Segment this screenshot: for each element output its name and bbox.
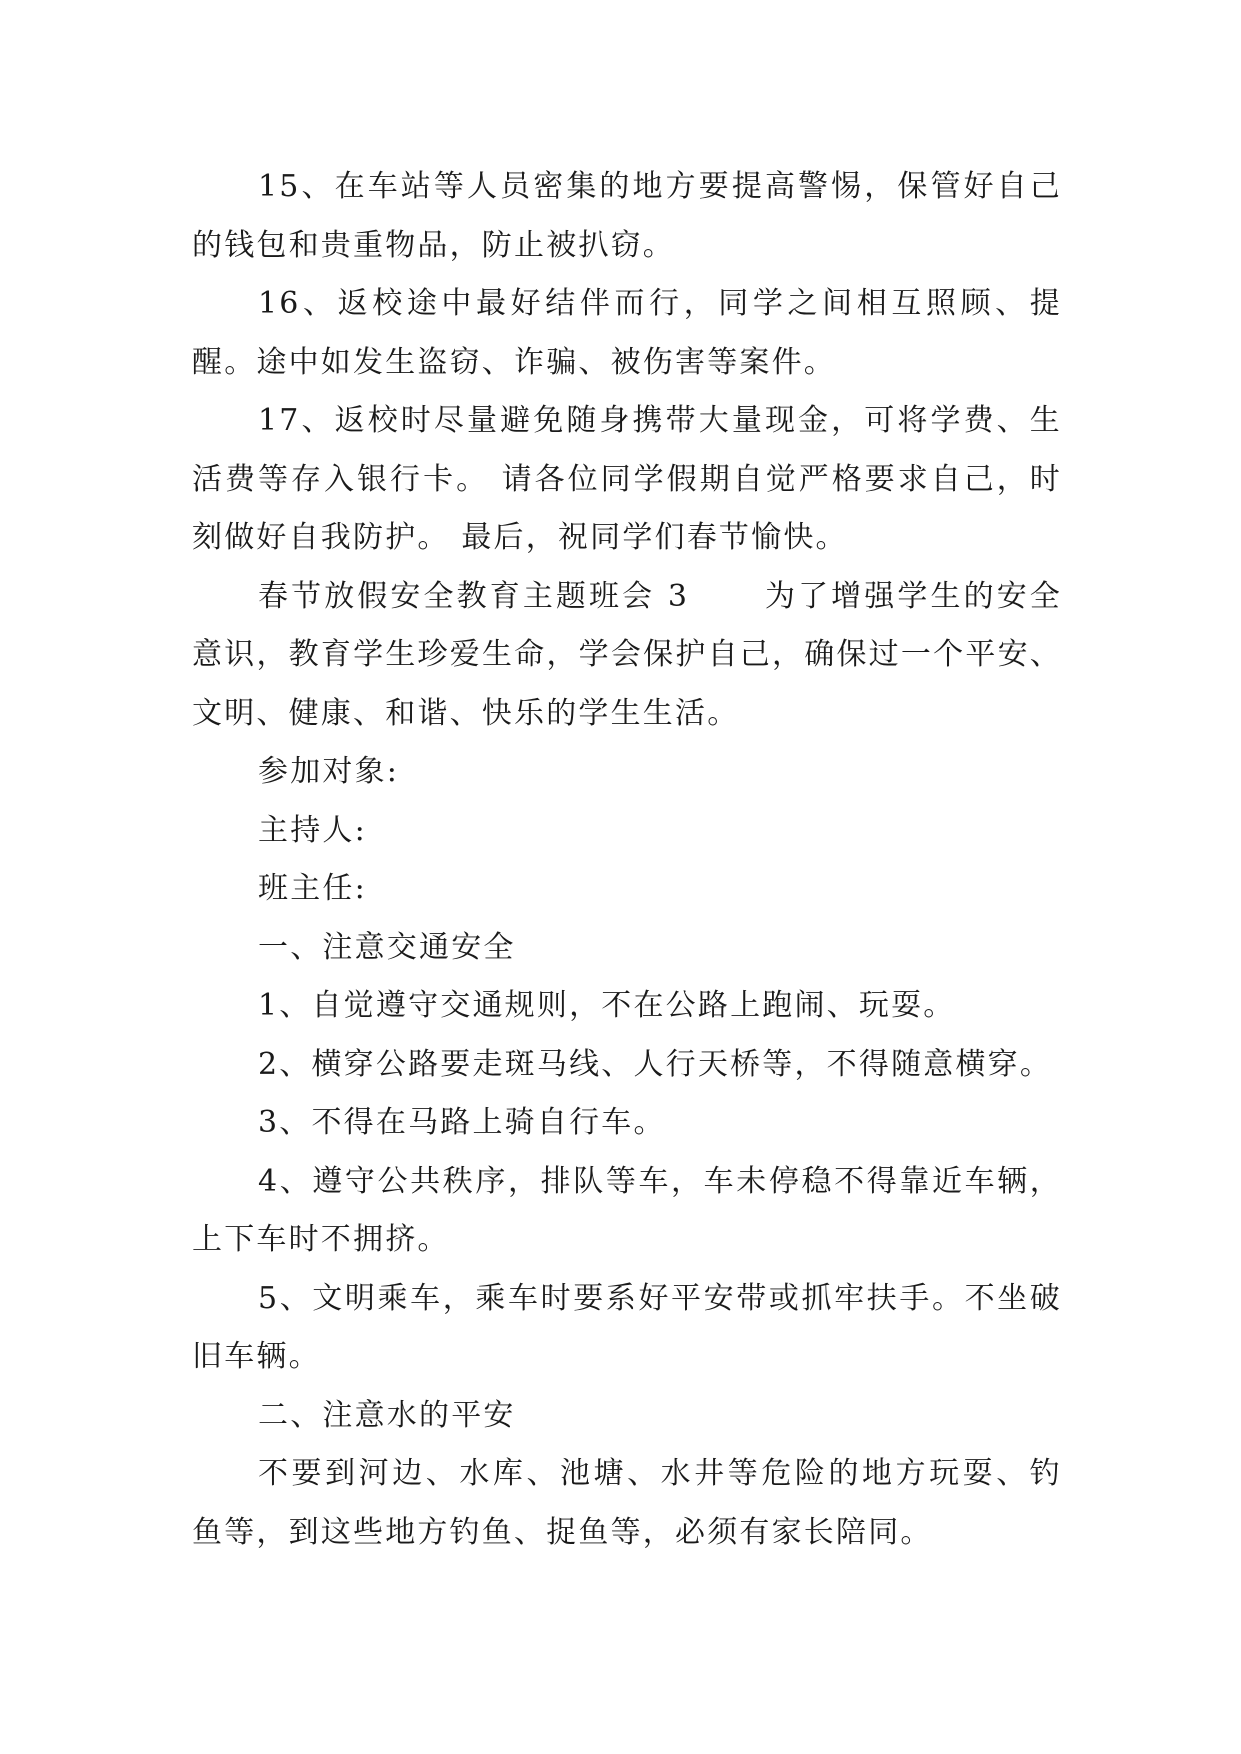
paragraph-item-15: 15、在车站等人员密集的地方要提高警惕，保管好自己的钱包和贵重物品，防止被扒窃。 [192, 169, 1062, 263]
document-body [192, 158, 1062, 1562]
paragraph-traffic-rule-2: 2、横穿公路要走斑马线、人行天桥等，不得随意横穿。 [258, 1046, 1053, 1082]
paragraph-item-16: 16、返校途中最好结伴而行，同学之间相互照顾、提醒。途中如发生盗窃、诈骗、被伤害等案件。 [192, 286, 1062, 380]
paragraph-class-meeting-purpose: 春节放假安全教育主题班会 3 为了增强学生的安全意识，教育学生珍爱生命，学会保护自己，确保过一个平安、文明、健康、和谐、快乐的学生生活。 [192, 578, 1062, 731]
paragraph-participants: 参加对象: [258, 754, 400, 789]
paragraph-item-17: 17、返校时尽量避免随身携带大量现金，可将学费、生活费等存入银行卡。 请各位同学假期自觉严格要求自己，时刻做好自我防护。 最后，祝同学们春节愉快。 [192, 403, 1062, 555]
paragraph-traffic-rule-5: 5、文明乘车，乘车时要系好平安带或抓牢扶手。不坐破旧车辆。 [192, 1280, 1062, 1374]
section-heading-water-safety: 二、注意水的平安 [258, 1397, 516, 1433]
paragraph-traffic-rule-3: 3、不得在马路上骑自行车。 [258, 1105, 666, 1140]
paragraph-host: 主持人: [258, 812, 367, 848]
paragraph-head-teacher: 班主任: [258, 871, 367, 906]
paragraph-traffic-rule-1: 1、自觉遵守交通规则，不在公路上跑闹、玩耍。 [258, 988, 956, 1023]
paragraph-water-safety: 不要到河边、水库、池塘、水井等危险的地方玩耍、钓鱼等，到这些地方钓鱼、捉鱼等，必须有家长陪同。 [192, 1456, 1062, 1550]
paragraph-traffic-rule-4: 4、遵守公共秩序，排队等车，车未停稳不得靠近车辆，上下车时不拥挤。 [192, 1163, 1062, 1257]
section-heading-traffic-safety: 一、注意交通安全 [258, 929, 516, 965]
